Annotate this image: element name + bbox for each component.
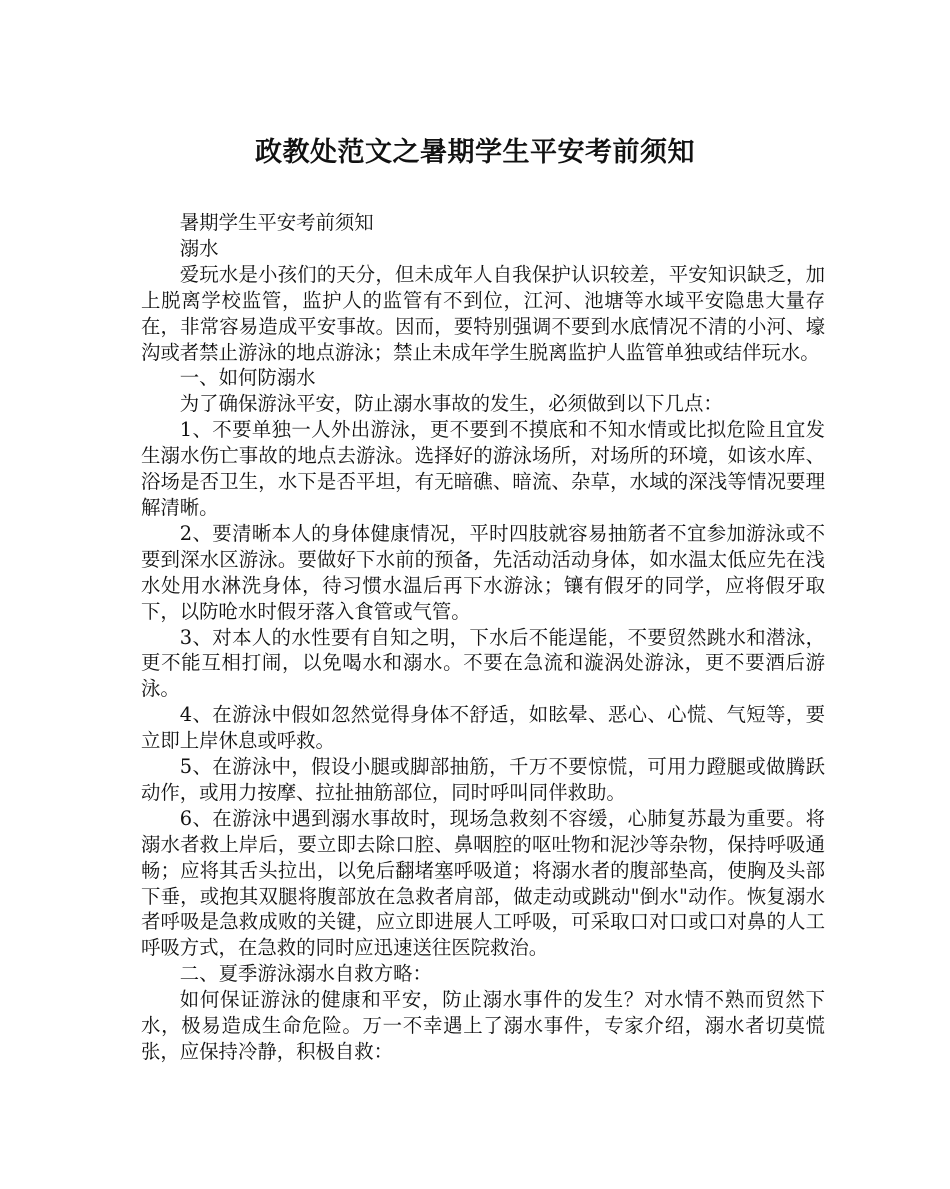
list-item-3: 3、对本人的水性要有自知之明，下水后不能逞能，不要贸然跳水和潜泳，更不能互相打闹，以免喝水和溺水。不要在急流和漩涡处游泳，更不要酒后游泳。 (141, 625, 825, 701)
list-item-4: 4、在游泳中假如忽然觉得身体不舒适，如眩晕、恶心、心慌、气短等，要立即上岸休息或呼救。 (141, 703, 825, 753)
body-paragraph: 如何保证游泳的健康和平安，防止溺水事件的发生？对水情不熟而贸然下水，极易造成生命危险。万一不幸遇上了溺水事件，专家介绍，溺水者切莫慌张，应保持冷静，积极自救： (141, 988, 825, 1063)
document-title: 政教处范文之暑期学生平安考前须知 (255, 137, 695, 168)
section-heading-prevention: 一、如何防溺水 (179, 366, 316, 390)
list-item-2: 2、要清晰本人的身体健康情况，平时四肢就容易抽筋者不宜参加游泳或不要到深水区游泳。要做好下水前的预备，先活动活动身体，如水温太低应先在浅水处用水淋洗身体，待习惯水温后再下水游泳；镶有假牙的同学，应将假牙取下，以防呛水时假牙落入食管或气管。 (141, 521, 825, 623)
body-paragraph: 为了确保游泳平安，防止溺水事故的发生，必须做到以下几点： (179, 392, 723, 416)
section-heading-self-rescue: 二、夏季游泳溺水自救方略： (179, 962, 432, 986)
list-item-1: 1、不要单独一人外出游泳，更不要到不摸底和不知水情或比拟危险且宜发生溺水伤亡事故的地点去游泳。选择好的游泳场所，对场所的环境，如该水库、浴场是否卫生，水下是否平坦，有无暗礁、暗流、杂草，水域的深浅等情况要理解清晰。 (141, 418, 825, 519)
list-item-6: 6、在游泳中遇到溺水事故时，现场急救刻不容缓，心肺复苏最为重要。将溺水者救上岸后，要立即去除口腔、鼻咽腔的呕吐物和泥沙等杂物，保持呼吸通畅；应将其舌头拉出，以免后翻堵塞呼吸道；将溺水者的腹部垫高，使胸及头部下垂，或抱其双腿将腹部放在急救者肩部，做走动或跳动"倒水"动作。恢复溺水者呼吸是急救成败的关键，应立即进展人工呼吸，可采取口对口或口对鼻的人工呼吸方式，在急救的同时应迅速送往医院救治。 (141, 806, 825, 960)
section-heading-drowning: 溺水 (179, 236, 219, 260)
body-paragraph: 爱玩水是小孩们的天分，但未成年人自我保护认识较差，平安知识缺乏，加上脱离学校监管，监护人的监管有不到位，江河、池塘等水域平安隐患大量存在，非常容易造成平安事故。因而，要特别强调不要到水底情况不清的小河、壕沟或者禁止游泳的地点游泳；禁止未成年学生脱离监护人监管单独或结伴玩水。 (141, 262, 825, 364)
list-item-5: 5、在游泳中，假设小腿或脚部抽筋，千万不要惊慌，可用力蹬腿或做腾跃动作，或用力按摩、拉扯抽筋部位，同时呼叫同伴救助。 (141, 755, 825, 804)
subtitle-paragraph: 暑期学生平安考前须知 (179, 211, 374, 234)
document-body (141, 210, 825, 1065)
